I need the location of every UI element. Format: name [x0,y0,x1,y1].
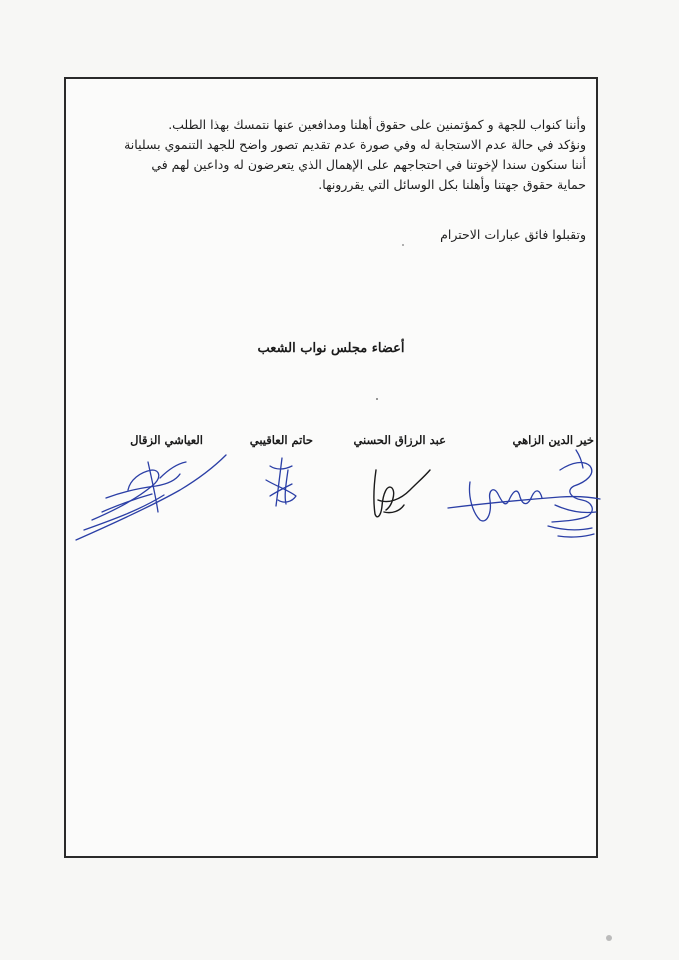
signatory-name-4: العياشي الزقال [130,433,203,447]
letter-line: حماية حقوق جهتنا وأهلنا بكل الوسائل التي يقررونها. [318,177,586,192]
letter-line: أننا سنكون سندا لإخوتنا في احتجاجهم على الإهمال الذي يتعرضون له وداعين لهم في [151,157,586,172]
scan-speck [376,398,378,400]
closing-salutation: وتقبلوا فائق عبارات الاحترام [440,227,586,242]
signatory-name-3: حاتم العاقيبي [249,433,313,447]
letter-line: وأننا كنواب للجهة و كمؤتمنين على حقوق أهلنا ومدافعين عنها نتمسك بهذا الطلب. [168,117,586,132]
signatory-names [66,433,596,453]
letter-line: ونؤكد في حالة عدم الاستجابة له وفي صورة عدم تقديم تصور واضح للجهد التنموي بسليانة [124,137,586,152]
document-frame [64,77,598,858]
letter-body [76,115,586,195]
scan-speck [606,935,612,941]
signatory-name-1: خير الدين الزاهي [512,433,594,447]
signatory-name-2: عبد الرزاق الحسني [353,433,446,447]
signatories-heading: أعضاء مجلس نواب الشعب [257,341,405,356]
scan-speck [402,244,404,246]
